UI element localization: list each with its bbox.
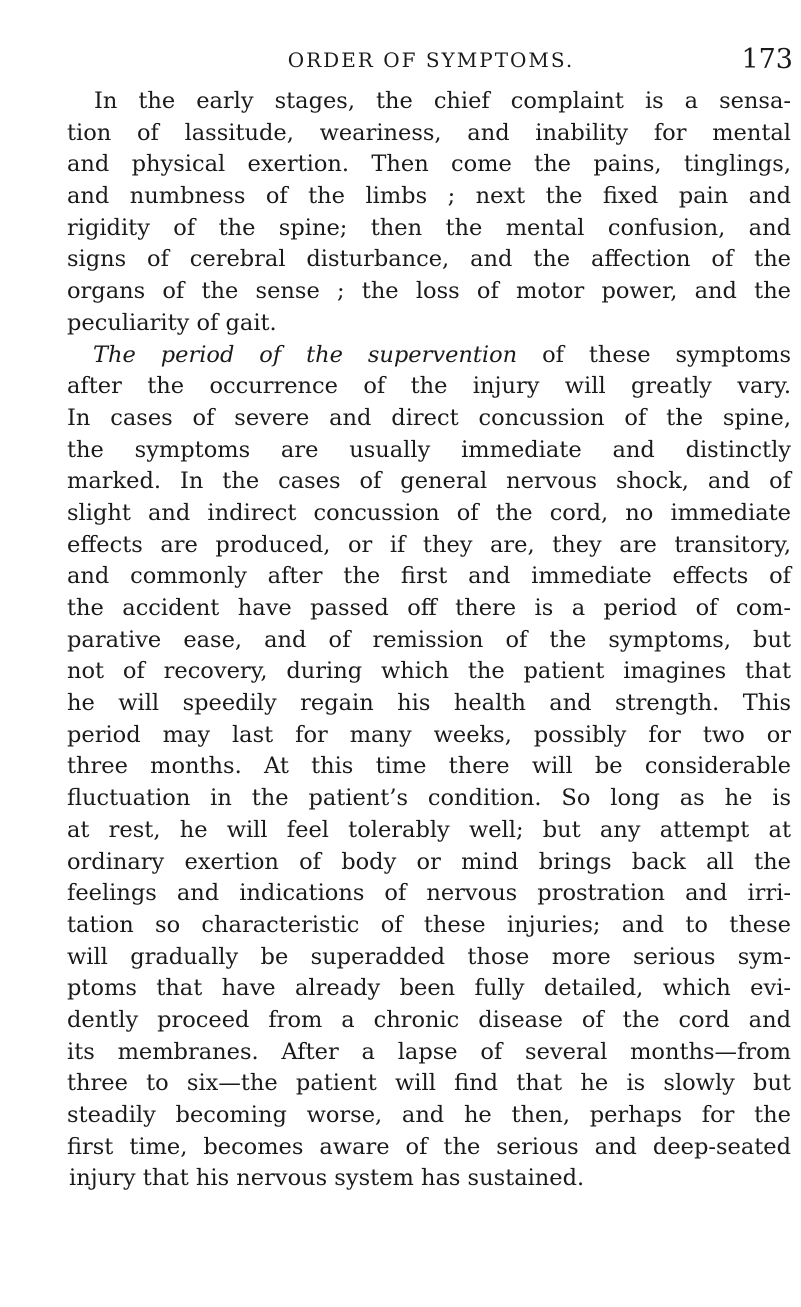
text-line: fluctuation in the patient’s condition. So long as he is — [67, 785, 791, 812]
text-line: tation so characteristic of these injuries; and to these — [67, 911, 791, 938]
body-text — [67, 86, 791, 1195]
text-line: tion of lassitude, weariness, and inability for mental — [67, 119, 791, 146]
text-line: and commonly after the first and immediate effects of — [67, 563, 791, 590]
text-line: he will speedily regain his health and strength. This — [67, 690, 791, 717]
text-line: at rest, he will feel tolerably well; but any attempt at — [67, 816, 791, 843]
text-line: signs of cerebral disturbance, and the affection of the — [67, 246, 791, 273]
text-run: of these symptoms — [517, 341, 791, 368]
text-line: parative ease, and of remission of the symptoms, but — [67, 626, 791, 653]
text-line: the symptoms are usually immediate and distinctly — [67, 436, 791, 463]
text-line: ptoms that have already been fully detailed, which evi- — [67, 975, 791, 1002]
text-line: will gradually be superadded those more serious sym- — [67, 943, 791, 970]
page-number: 173 — [741, 44, 793, 75]
text-line: period may last for many weeks, possibly for two or — [67, 721, 791, 748]
text-line: and numbness of the limbs ; next the fixed pain and — [67, 183, 791, 210]
text-line: rigidity of the spine; then the mental confusion, and — [67, 214, 791, 241]
text-line: marked. In the cases of general nervous shock, and of — [67, 468, 791, 495]
text-line: effects are produced, or if they are, they are transitory, — [67, 531, 791, 558]
text-line: slight and indirect concussion of the cord, no immediate — [67, 499, 791, 526]
text-line: its membranes. After a lapse of several months—from — [67, 1038, 791, 1065]
running-head — [67, 44, 795, 76]
text-line: In the early stages, the chief complaint is a sensa- — [94, 88, 791, 114]
text-line — [67, 340, 791, 372]
text-line: organs of the sense ; the loss of motor power, and the — [67, 278, 791, 305]
text-line: and physical exertion. Then come the pains, tinglings, — [67, 151, 791, 178]
text-line: first time, becomes aware of the serious and deep-seated — [67, 1133, 791, 1160]
text-line: dently proceed from a chronic disease of the cord and — [67, 1006, 791, 1033]
text-line: three to six—the patient will find that he is slowly but — [67, 1070, 791, 1097]
text-line: three months. At this time there will be considerable — [67, 753, 791, 780]
text-line: peculiarity of gait. — [67, 309, 277, 336]
text-line: ordinary exertion of body or mind brings back all the — [67, 848, 791, 875]
italic-phrase: The period of the supervention — [93, 341, 518, 368]
running-title: ORDER OF SYMPTOMS. — [287, 48, 575, 72]
text-line: In cases of severe and direct concussion of the spine, — [67, 404, 791, 431]
text-line: steadily becoming worse, and he then, perhaps for the — [67, 1102, 791, 1128]
text-line: the accident have passed off there is a period of com- — [67, 595, 791, 621]
text-line: feelings and indications of nervous prostration and irri- — [67, 880, 791, 907]
text-line: injury that his nervous system has sustained. — [69, 1165, 585, 1192]
text-line: after the occurrence of the injury will greatly vary. — [67, 373, 791, 400]
text-line: not of recovery, during which the patient imagines that — [67, 658, 791, 685]
